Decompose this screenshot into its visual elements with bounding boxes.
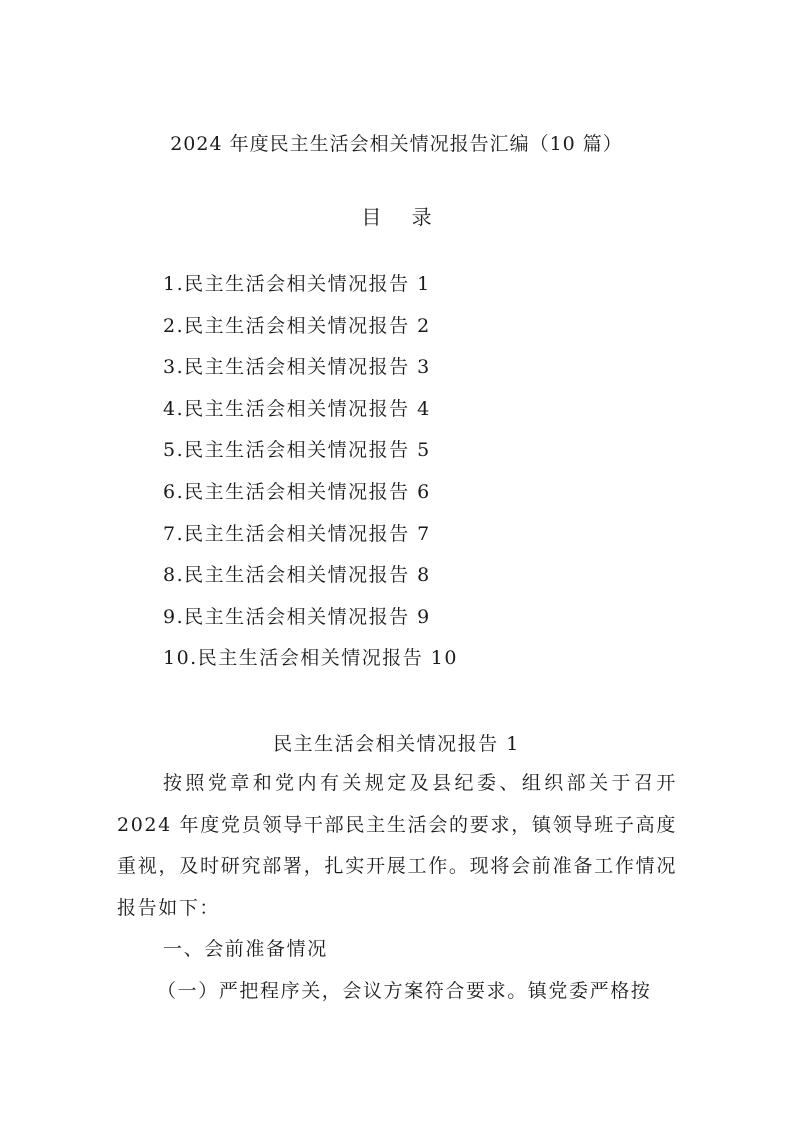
toc-item[interactable]: 4.民主生活会相关情况报告 4	[163, 397, 431, 420]
toc-item[interactable]: 8.民主生活会相关情况报告 8	[163, 564, 431, 587]
toc-item[interactable]: 3.民主生活会相关情况报告 3	[163, 356, 431, 379]
body-paragraph: （一）严把程序关，会议方案符合要求。镇党委严格按	[157, 979, 652, 1002]
toc-item[interactable]: 9.民主生活会相关情况报告 9	[163, 605, 431, 628]
body-paragraph: 按照党章和党内有关规定及县纪委、组织部关于召开2024 年度党员领导干部民主生活会的要求，镇领导班子高度重视，及时研究部署，扎实开展工作。现将会前准备工作情况报告如下：	[117, 772, 677, 919]
toc-heading: 目 录	[361, 205, 444, 229]
toc-item[interactable]: 2.民主生活会相关情况报告 2	[163, 314, 431, 337]
body-paragraph-heading: 一、会前准备情况	[163, 938, 328, 960]
section-title: 民主生活会相关情况报告 1	[273, 733, 520, 755]
document-title: 2024 年度民主生活会相关情况报告汇编（10 篇）	[170, 133, 623, 155]
toc-item[interactable]: 7.民主生活会相关情况报告 7	[163, 522, 431, 545]
toc-item[interactable]: 1.民主生活会相关情况报告 1	[163, 273, 431, 295]
toc-item[interactable]: 6.民主生活会相关情况报告 6	[163, 480, 431, 503]
body-text	[117, 763, 677, 1012]
toc-item[interactable]: 10.民主生活会相关情况报告 10	[163, 647, 458, 670]
toc-item[interactable]: 5.民主生活会相关情况报告 5	[163, 439, 431, 462]
table-of-contents	[163, 270, 458, 686]
